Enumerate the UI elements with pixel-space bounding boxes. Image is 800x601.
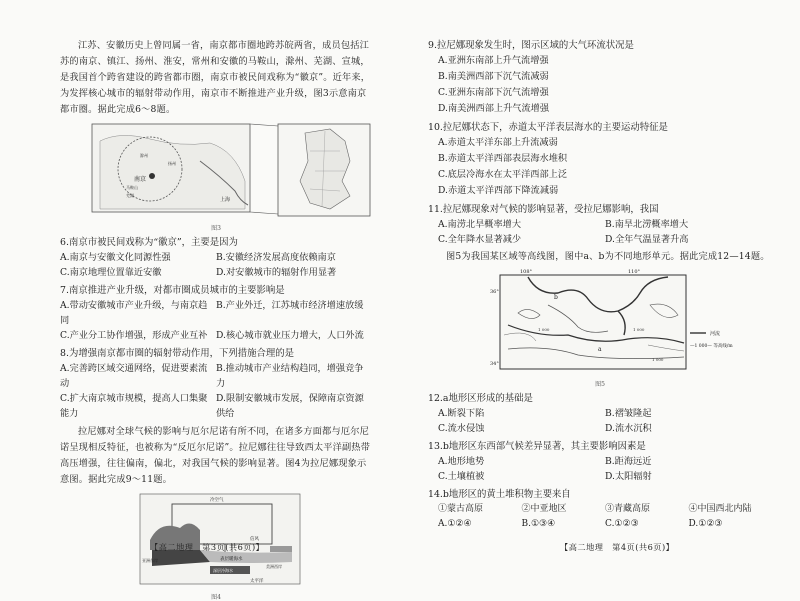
q9-stem: 9.拉尼娜现象发生时，图示区域的大气环流状况是 [428,40,634,51]
q13-option-d[interactable]: D.太阳辐射 [605,471,652,482]
q7-option-d[interactable]: D.核心城市就业压力增大，人口外流 [216,330,364,341]
label-nanjing: 南京 [134,176,147,183]
figure-5-caption: 图5 [595,381,605,388]
q8-stem: 8.为增强南京都市圈的辐射带动作用，下列措施合理的是 [60,348,294,359]
q13-options-ab [428,454,772,469]
q7-options-ab [60,298,372,328]
figure-5-contour-map [428,265,772,377]
q8-options-ab [60,361,372,391]
q7-stem: 7.南京推进产业升级，对都市圈成员城市的主要影响是 [60,285,285,296]
passage-la-nina: 拉尼娜对全球气候的影响与厄尔尼诺有所不同，在诸多方面都与厄尔尼诺呈现相反特征，也被称为“反厄尔尼诺”。拉尼娜往往导致西太平洋副热带高压增强，往往偏南，偏北，对我国气候的影响显著。图4为拉尼娜现象示意图。据此完成9～11题。 [60,426,371,485]
q12-option-d[interactable]: D.流水沉积 [605,423,652,434]
q10-option-d[interactable]: D.赤道太平洋西部下降流减弱 [438,185,559,196]
label-contour-2: 1 000 [538,327,550,332]
q14-item-1: ①蒙古高原 [438,504,484,514]
q8-option-b[interactable]: B.推动城市产业结构趋同，增强竞争力 [216,363,364,389]
q7-options-cd [60,328,372,343]
q10-option-c[interactable]: C.底层冷海水在太平洋西部上泛 [438,169,568,180]
q14-item-4: ④中国西北内陆 [688,504,752,514]
q14-option-c[interactable]: C.①②③ [605,519,639,529]
q14-stem: 14.b地形区的黄土堆积物主要来自 [428,489,571,500]
q8-option-d[interactable]: D.限制安徽城市发展，保障南京资源供给 [216,393,364,419]
q6-option-b[interactable]: B.安徽经济发展高度依赖南京 [216,252,336,263]
q13-options-cd [428,469,772,484]
legend-contour: —1 000— 等高线/m [690,344,733,349]
q12-option-c[interactable]: C.流水侵蚀 [438,423,485,434]
q11-options-cd [428,232,772,247]
q11-option-b[interactable]: B.南旱北涝概率增大 [605,219,689,230]
q9-option-d[interactable]: D.南美洲西部上升气流增强 [438,103,550,114]
q11-option-c[interactable]: C.全年降水显著减少 [438,234,522,245]
figure-4-la-nina-diagram [60,490,372,590]
q9-option-c[interactable]: C.亚洲东南部下沉气流增强 [438,87,549,98]
label-lat-34: 34° [490,361,499,367]
q6-option-d[interactable]: D.对安徽城市的辐射作用显著 [216,267,337,278]
label-lon-110: 110° [628,269,641,275]
passage-nanjing: 江苏、安徽历史上曾同属一省，南京都市圈地跨苏皖两省，成员包括江苏的南京、镇江、扬州、淮安，常州和安徽的马鞍山，滁州、芜湖、宣城，是我国首个跨省建设的跨省都市圈，南京市被民间戏称为“徽京”。近年来，为发挥核心城市的辐射带动作用，南京市不断推进产业升级，图3示意南京都市圈。据此完成6～8题。 [60,40,371,115]
q13-option-b[interactable]: B.距海远近 [605,456,652,467]
q9-option-a[interactable]: A.亚洲东南部上升气流增强 [438,55,549,66]
page-3-footer: 【高二地理 第3页(共6页)】 [150,542,265,552]
label-contour-1: 1 000 [633,327,645,332]
label-maanshan: 马鞍山 [126,185,138,190]
label-trade-wind: 信风 [250,537,259,542]
q10-option-b[interactable]: B.赤道太平洋西部表层海水堆积 [438,153,568,164]
label-warm-water: 表层暖海水 [220,557,243,562]
label-chuzhou: 滁州 [140,153,148,158]
q12-options-ab [428,406,772,421]
q14-options [428,517,772,532]
figure-4-caption: 图4 [211,594,221,601]
label-america-coast: 美洲西岸 [266,564,282,569]
label-cold-air: 冷空气 [210,498,224,503]
label-yangzhou: 扬州 [168,161,176,166]
q6-option-c[interactable]: C.南京地理位置靠近安徽 [60,267,162,278]
q6-stem: 6.南京市被民间戏称为“徽京”，主要是因为 [60,237,238,248]
label-lat-36: 36° [490,289,499,295]
q14-item-3: ③青藏高原 [605,504,651,514]
q8-option-a[interactable]: A.完善跨区域交通网络，促进要素流动 [60,363,208,389]
passage-contour-map: 图5为我国某区域等高线图，图中a、b为不同地形单元。据此完成12—14题。 [446,251,770,262]
figure-3-caption: 图3 [211,225,221,232]
label-contour-3: 1 000 [652,357,664,362]
q13-option-c[interactable]: C.土壤植被 [438,471,485,482]
q7-option-c[interactable]: C.产业分工协作增强，形成产业互补 [60,330,208,341]
page-4 [400,0,800,565]
q6-option-a[interactable]: A.南京与安徽文化同源性强 [60,252,171,263]
q14-option-d[interactable]: D.①②③ [688,519,723,529]
page-4-footer: 【高二地理 第4页(共6页)】 [560,542,675,552]
q7-option-a[interactable]: A.带动安徽城市产业升级，与南京趋同 [60,300,208,326]
q8-option-c[interactable]: C.扩大南京城市规模，提高人口集聚能力 [60,393,208,419]
q11-options-ab [428,217,772,232]
q10-option-a[interactable]: A.赤道太平洋东部上升流减弱 [438,137,558,148]
q12-options-cd [428,421,772,436]
label-deep-cold-water: 深层冷海水 [213,568,233,573]
q11-stem: 11.拉尼娜现象对气候的影响显著，受拉尼娜影响，我国 [428,204,659,215]
label-shanghai: 上海 [220,197,231,203]
q14-option-b[interactable]: B.①③④ [521,519,556,529]
q13-option-a[interactable]: A.地形地势 [438,456,485,467]
label-pacific: 太平洋 [250,579,264,584]
legend-river: 河流 [710,331,721,337]
q12-option-a[interactable]: A.断裂下陷 [438,408,485,419]
q9-option-b[interactable]: B.南美洲西部下沉气流减弱 [438,71,549,82]
q11-option-a[interactable]: A.南涝北旱概率增大 [438,219,522,230]
figure-3-map [60,121,372,221]
q12-option-b[interactable]: B.褶皱隆起 [605,408,652,419]
label-asia-coast: 亚洲东岸 [142,558,158,563]
q11-option-d[interactable]: D.全年气温显著升高 [605,234,689,245]
q8-options-cd [60,391,372,421]
q10-stem: 10.拉尼娜状态下，赤道太平洋表层海水的主要运动特征是 [428,122,668,133]
label-b: b [554,294,558,301]
q14-items [428,502,772,517]
label-lon-108: 108° [520,269,533,275]
q7-option-b[interactable]: B.产业外迁，江苏城市经济增速放缓 [216,300,364,311]
label-a: a [598,346,602,353]
q14-item-2: ②中亚地区 [521,504,567,514]
q14-option-a[interactable]: A.①②④ [438,519,472,529]
q6-options-cd [60,265,372,280]
label-wuhu: 芜湖 [126,193,134,198]
q12-stem: 12.a地形区形成的基础是 [428,393,533,404]
q13-stem: 13.b地形区东西部气候差异显著，其主要影响因素是 [428,441,646,452]
q6-options-ab [60,250,372,265]
